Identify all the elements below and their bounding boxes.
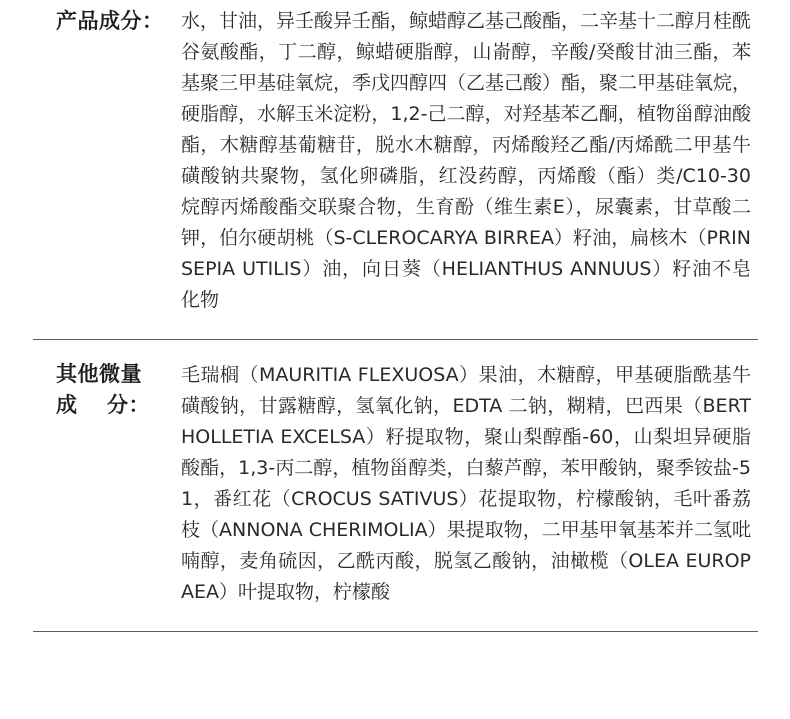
product-ingredients-label-text: 产品成分： xyxy=(56,9,164,33)
trace-ingredients-label-line2-a: 成 xyxy=(56,393,78,417)
product-ingredients-label xyxy=(56,6,176,37)
trace-ingredients-label xyxy=(56,359,176,421)
bottom-divider xyxy=(33,631,758,632)
trace-ingredients-label-line2 xyxy=(56,390,150,421)
trace-ingredients-label-line2-b: 分： xyxy=(107,393,150,417)
product-ingredients-list: 水，甘油，异壬酸异壬酯，鲸蜡醇乙基己酸酯，二辛基十二醇月桂酰谷氨酸酯，丁二醇，鲸蜡硬脂醇，山嵛醇，辛酸/癸酸甘油三酯，苯基聚三甲基硅氧烷，季戊四醇四（乙基己酸）酯，聚二甲基硅氧烷，硬脂醇，水解玉米淀粉，1,2-己二醇，对羟基苯乙酮，植物甾醇油酸酯，木糖醇基葡糖苷，脱水木糖醇，丙烯酸羟乙酯/丙烯酰二甲基牛磺酸钠共聚物，氢化卵磷脂，红没药醇，丙烯酸（酯）类/C10-30 烷醇丙烯酸酯交联聚合物，生育酚（维生素E），尿囊素，甘草酸二钾，伯尔硬胡桃（S-CLEROCARYA BIRREA）籽油，扁核木（PRINSEPIA UTILIS）油，向日葵（HELIANTHUS ANNUUS）籽油不皂化物 xyxy=(181,10,752,311)
trace-ingredients-list: 毛瑞榈（MAURITIA FLEXUOSA）果油，木糖醇，甲基硬脂酰基牛磺酸钠，甘露糖醇，氢氧化钠，EDTA 二钠，糊精，巴西果（BERTHOLLETIA EXCELSA）籽提取物，聚山梨醇酯-60，山梨坦异硬脂酸酯，1,3-丙二醇，植物甾醇类，白藜芦醇，苯甲酸钠，聚季铵盐-51，番红花（CROCUS SATIVUS）花提取物，柠檬酸钠，毛叶番荔枝（ANNONA CHERIMOLIA）果提取物，二甲基甲氧基苯并二氢吡喃醇，麦角硫因，乙酰丙酸，脱氢乙酸钠，油橄榄（OLEA EUROPAEA）叶提取物，柠檬酸 xyxy=(181,364,751,603)
trace-ingredients-label-line1: 其他微量 xyxy=(56,362,142,386)
section-divider xyxy=(33,339,758,340)
